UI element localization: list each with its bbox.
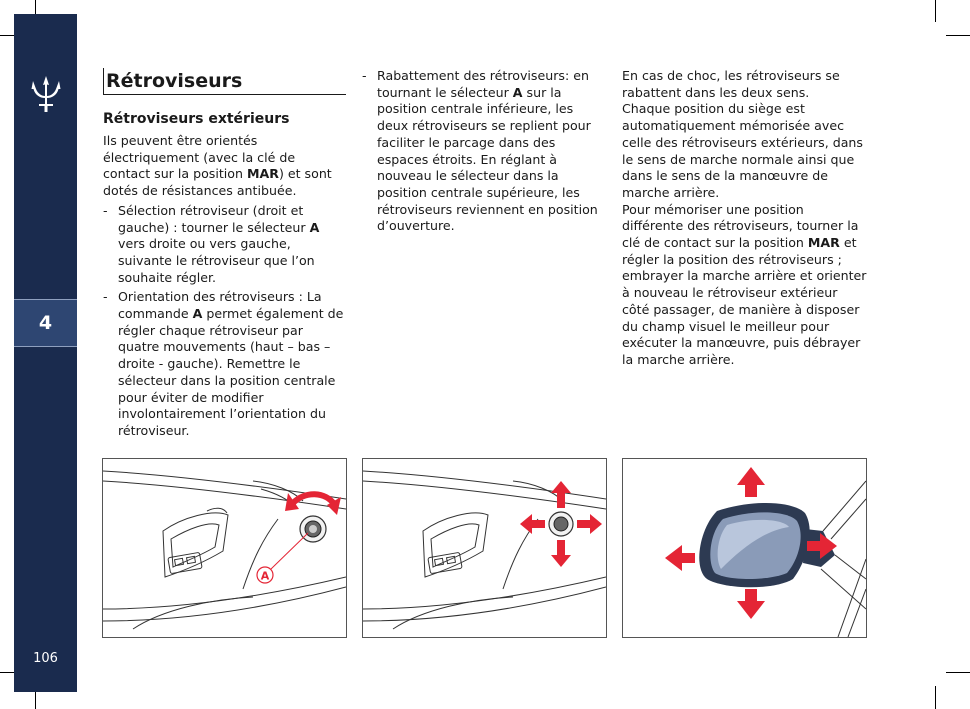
list-item	[103, 203, 346, 287]
text-run: Rabattement des rétroviseurs: en tournant le sélecteur	[377, 68, 589, 100]
crop-mark	[935, 686, 936, 709]
key-position-label: MAR	[246, 166, 279, 182]
text-run: Ils peuvent être orientés électriquement (avec la clé de contact sur la position	[103, 133, 296, 182]
list-dash: -	[103, 202, 108, 218]
door-panel-illustration	[103, 459, 346, 637]
list-item	[103, 289, 346, 439]
callout-label: A	[260, 569, 270, 583]
mirror-illustration	[623, 459, 866, 637]
paragraph	[622, 202, 868, 369]
figure-door-selector-directions	[362, 458, 607, 638]
figure-mirror-directions	[622, 458, 867, 638]
page-number: 106	[33, 651, 58, 666]
figure-door-selector-rotation	[102, 458, 347, 638]
crop-mark	[946, 35, 970, 36]
key-position-label: MAR	[807, 235, 840, 251]
text-run: Pour mémoriser une position différente des rétroviseurs, tourner la clé de contact sur la position	[622, 201, 859, 251]
chapter-number-tab[interactable]: 4	[14, 299, 77, 347]
intro-paragraph	[103, 133, 346, 200]
text-run: et régler la position des rétroviseurs ; embrayer la marche arrière et orienter à nouveau le rétroviseur extérieur côté passager, de manière à disposer du champ visuel le meilleur pour exécuter la manœuvre, puis débrayer la marche arrière.	[622, 235, 867, 367]
list-item-text	[118, 203, 346, 287]
list-dash: -	[103, 289, 108, 305]
text-column-1	[103, 68, 346, 440]
text-run: Sélection rétroviseur (droit et gauche) : tourner le sélecteur	[118, 202, 310, 235]
rotation-arrow-icon	[293, 494, 335, 505]
text-run: permet également de régler chaque rétroviseur par quatre mouvements (haut – bas – droite - gauche). Remettre le sélecteur dans la position centrale pour éviter de modifier involontairement l’orientation du rétroviseur.	[118, 306, 344, 438]
text-run: vers droite ou vers gauche, suivante le rétroviseur que l’on souhaite régler.	[118, 236, 315, 285]
selector-label: A	[192, 306, 203, 322]
selector-label: A	[512, 84, 523, 100]
list-item-text	[118, 289, 346, 439]
paragraph: En cas de choc, les rétroviseurs se rabattent dans les deux sens.	[622, 68, 840, 100]
section-title: Rétroviseurs	[103, 68, 346, 95]
text-column-3	[622, 68, 868, 369]
chapter-sidebar	[14, 14, 77, 692]
list-item	[362, 68, 607, 235]
door-panel-illustration	[363, 459, 606, 637]
text-column-2	[362, 68, 607, 235]
list-item-text	[377, 68, 607, 235]
subsection-title: Rétroviseurs extérieurs	[103, 111, 290, 127]
list-dash: -	[362, 68, 367, 83]
text-run: ) et sont dotés de résistances antibuée.	[103, 166, 332, 199]
crop-mark	[935, 0, 936, 22]
crop-mark	[946, 672, 970, 673]
text-run: Orientation des rétroviseurs : La commande	[118, 289, 322, 322]
paragraph: Chaque position du siège est automatiquement mémorisée avec celle des rétroviseurs extérieurs, dans le sens de marche normale ainsi que dans le sens de la manœuvre de marche arrière.	[622, 101, 863, 200]
selector-label: A	[309, 219, 320, 235]
trident-icon	[28, 74, 64, 114]
text-run: sur la position centrale inférieure, les deux rétroviseurs se replient pour faciliter le parcage dans des espaces étroits. En réglant à nouveau le sélecteur dans la position centrale supérieure, les rétroviseurs reviennent en position d’ouverture.	[377, 84, 598, 234]
